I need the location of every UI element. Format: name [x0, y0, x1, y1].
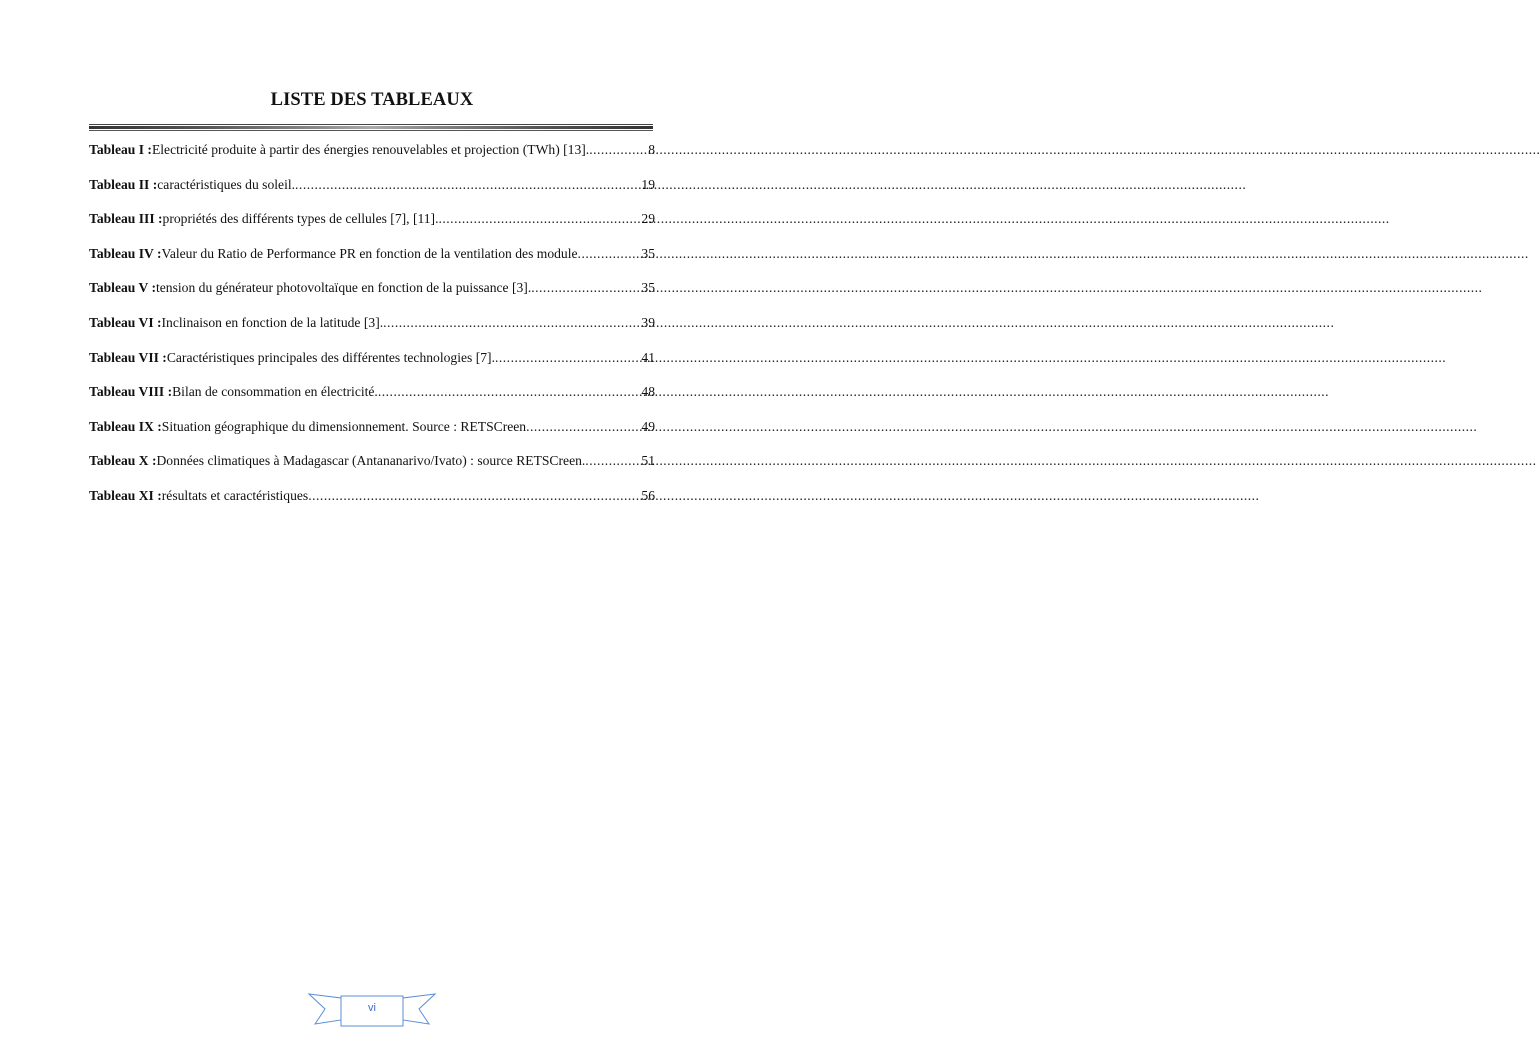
entry-label: Tableau VII :: [89, 349, 167, 365]
dot-leader: [531, 278, 639, 298]
entry-text: tension du générateur photovoltaïque en fonction de la puissance [3].: [156, 280, 532, 296]
entry-page-number: 39: [641, 314, 655, 330]
entry-label: Tableau VIII :: [89, 384, 173, 400]
entry-text: résultats et caractéristiques: [161, 487, 309, 503]
entry-page-number: 35: [641, 280, 655, 296]
entry-text: Electricité produite à partir des énergies renouvelables et projection (TWh) [13].: [151, 142, 590, 157]
list-item[interactable]: [89, 209, 655, 244]
entry-label: Tableau II :: [89, 176, 158, 192]
entry-text: Valeur du Ratio de Performance PR en fonction de la ventilation des module: [161, 245, 578, 261]
entry-text: Caractéristiques principales des différentes technologies [7].: [166, 349, 495, 365]
entry-page-number: 48: [641, 384, 655, 400]
entry-text: Données climatiques à Madagascar (Antananarivo/Ivato) : source RETSCreen.: [156, 453, 586, 469]
entry-page-number: 8: [648, 142, 655, 157]
entry-label: Tableau I :: [89, 142, 152, 157]
dot-leader: [383, 313, 639, 333]
dot-leader: [438, 209, 639, 229]
entry-text: Bilan de consommation en électricité.: [172, 384, 378, 400]
entry-label: Tableau XI :: [89, 487, 162, 503]
entry-label: Tableau VI :: [89, 314, 162, 330]
entry-label: Tableau IV :: [89, 245, 162, 261]
list-item[interactable]: [89, 417, 655, 452]
list-item[interactable]: [89, 451, 655, 486]
dot-leader: [495, 348, 639, 368]
entry-page-number: 35: [641, 245, 655, 261]
list-item[interactable]: [89, 348, 655, 383]
entry-text: Inclinaison en fonction de la latitude [3].: [161, 314, 384, 330]
entry-label: Tableau X :: [89, 453, 157, 469]
entry-label: Tableau IX :: [89, 418, 162, 434]
list-item[interactable]: [89, 278, 655, 313]
dot-leader: [378, 382, 640, 402]
dot-leader: [585, 451, 639, 471]
dot-leader: [295, 175, 639, 195]
list-item[interactable]: [89, 382, 655, 417]
entry-page-number: 19: [641, 176, 655, 192]
dot-leader: [308, 486, 639, 506]
entry-label: Tableau V :: [89, 280, 156, 296]
page-number: vi: [368, 1002, 376, 1014]
page-number-ribbon: [307, 990, 437, 1030]
title-underline: [89, 124, 653, 131]
entry-page-number: 29: [641, 211, 655, 227]
list-item[interactable]: [89, 244, 655, 279]
list-item[interactable]: [89, 486, 655, 521]
dot-leader: [578, 244, 640, 264]
list-item[interactable]: [89, 175, 655, 210]
dot-leader: [589, 140, 646, 160]
entry-page-number: 56: [641, 487, 655, 503]
entry-page-number: 51: [641, 453, 655, 469]
entry-page-number: 49: [641, 418, 655, 434]
entry-text: caractéristiques du soleil.: [157, 176, 296, 192]
entry-text: propriétés des différents types de cellules [7], [11].: [162, 211, 439, 227]
dot-leader: [526, 417, 639, 437]
entry-label: Tableau III :: [89, 211, 163, 227]
list-item[interactable]: [89, 140, 655, 175]
table-list: [89, 140, 655, 521]
entry-text: Situation géographique du dimensionnement. Source : RETSCreen: [161, 418, 527, 434]
page-title: LISTE DES TABLEAUX: [270, 90, 474, 110]
entry-page-number: 41: [641, 349, 655, 365]
list-item[interactable]: [89, 313, 655, 348]
